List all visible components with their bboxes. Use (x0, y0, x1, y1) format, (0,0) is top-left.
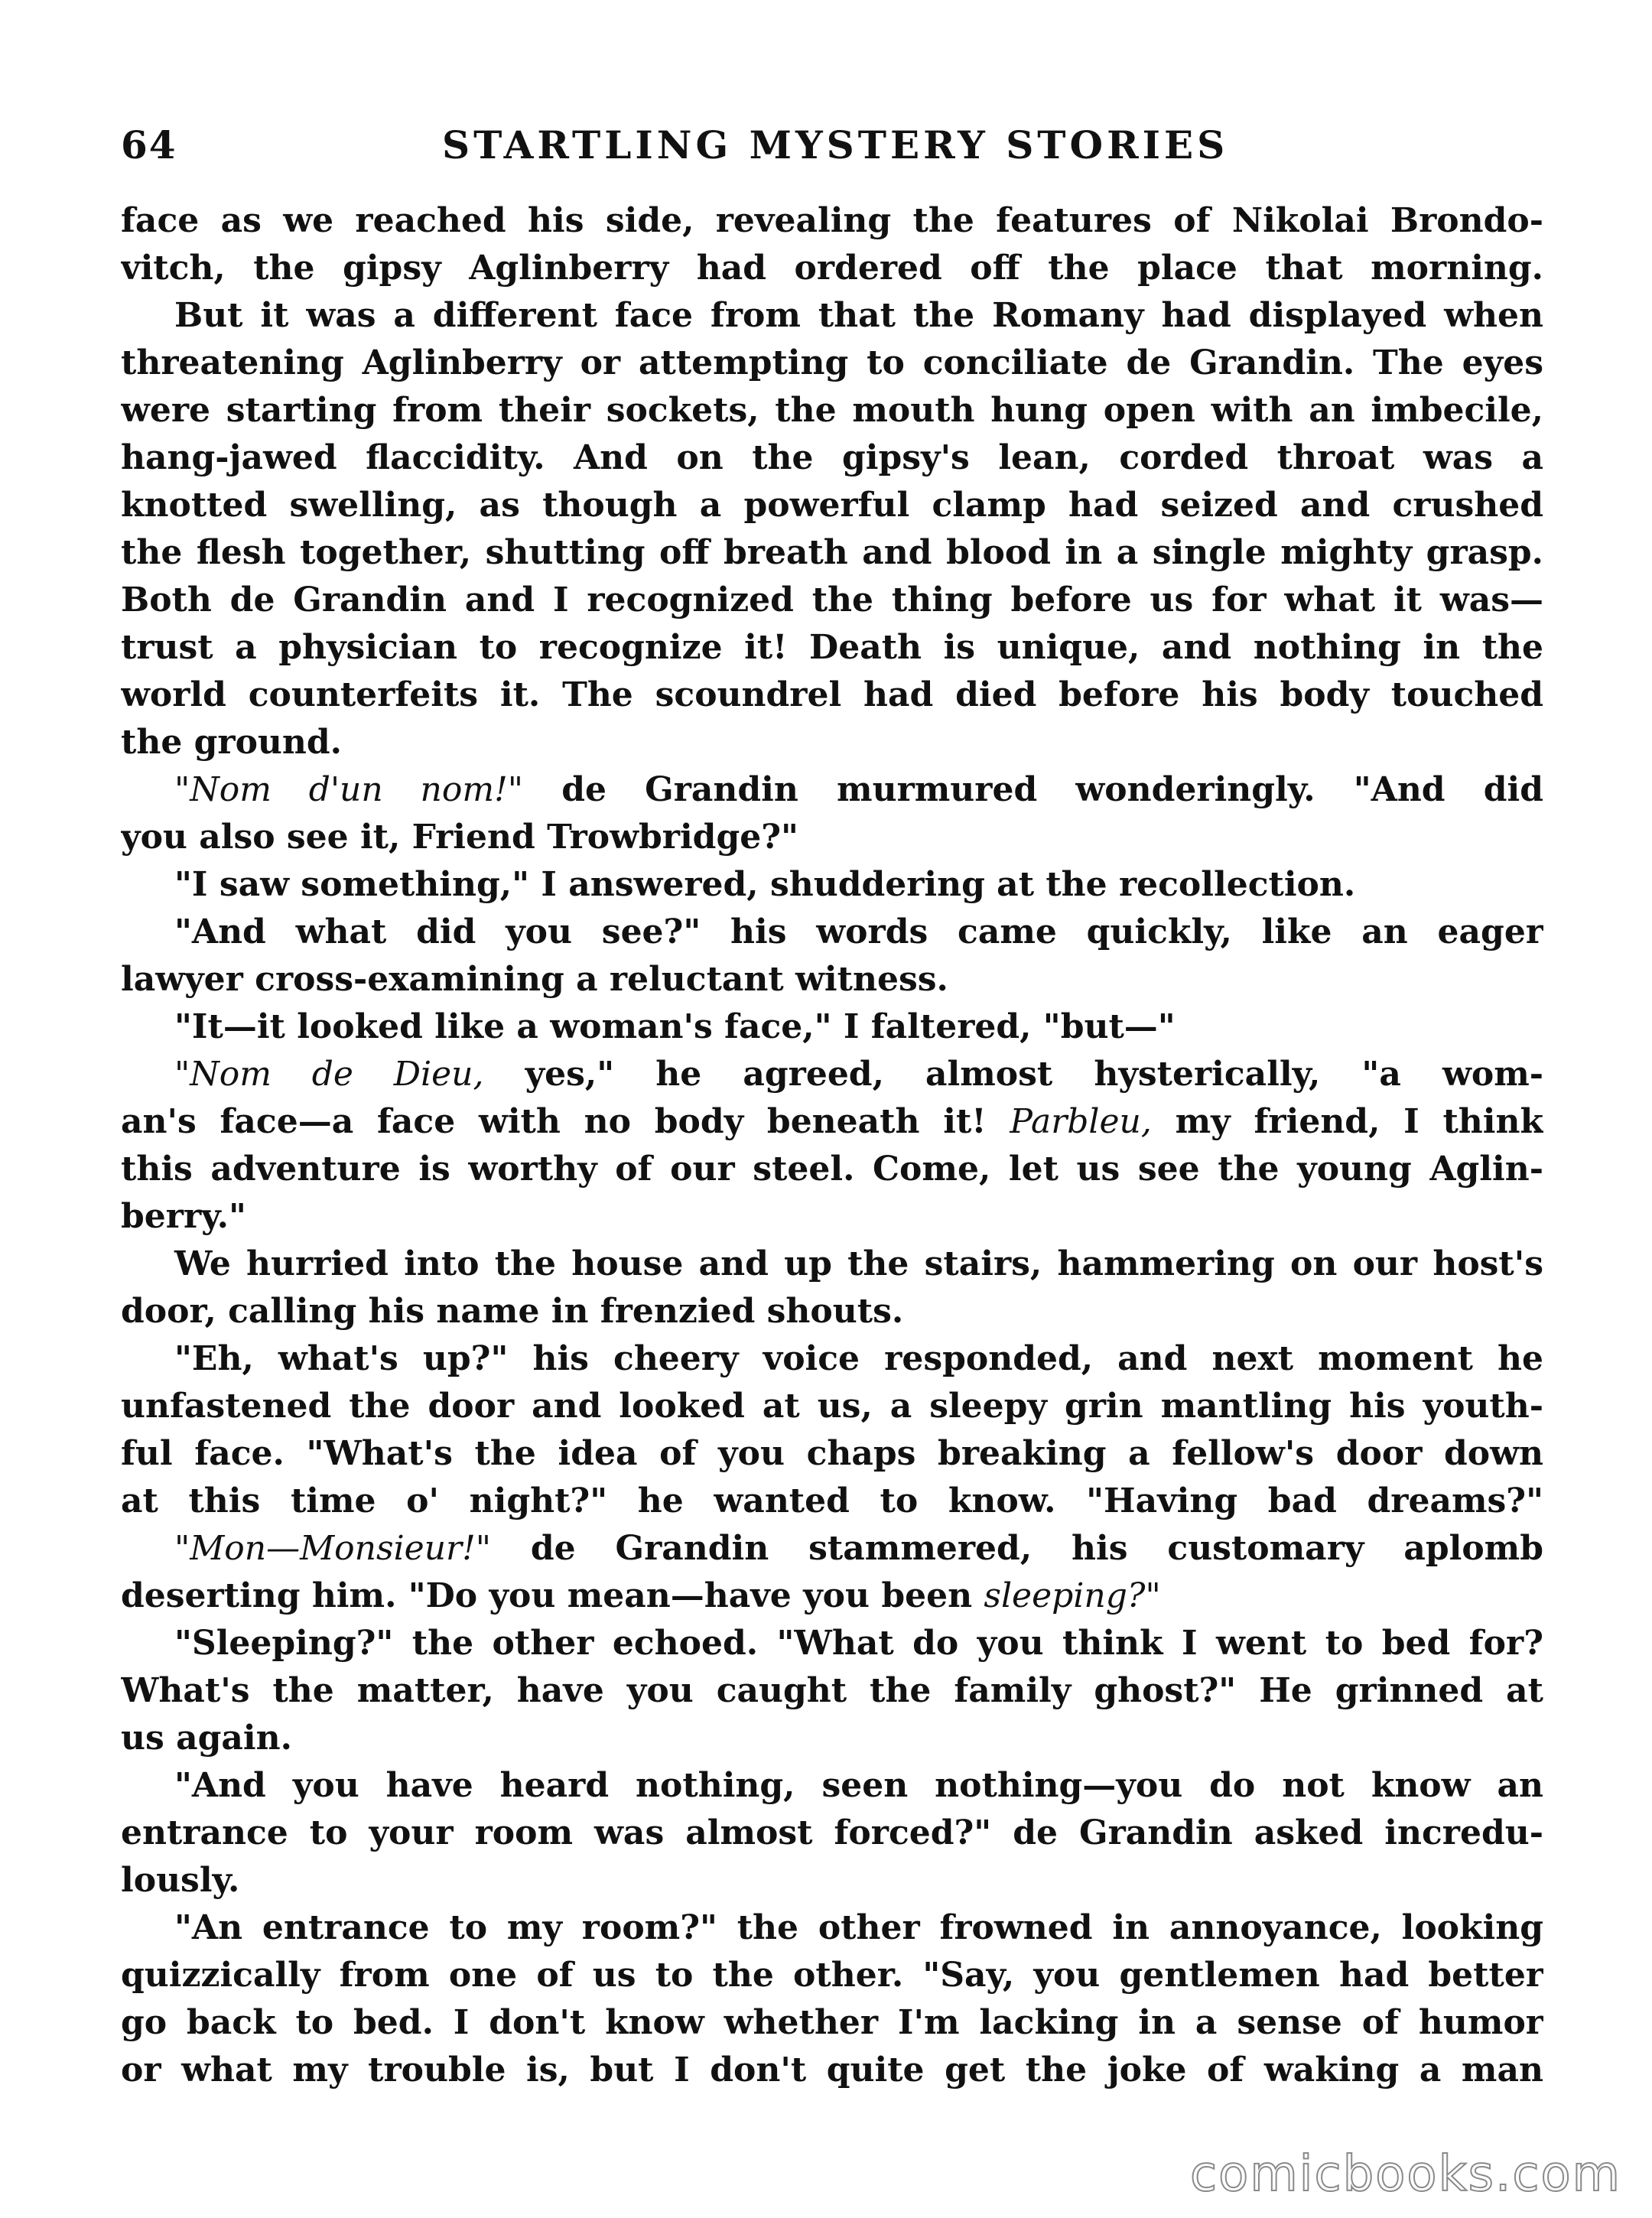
text-line (121, 1146, 1543, 1193)
text-line-segment: trust a physician to recognize it! Death is unique, and nothing in the (121, 628, 1543, 667)
text-line (121, 1003, 1543, 1051)
body-text (121, 197, 1543, 2094)
text-line (121, 1810, 1543, 1857)
text-line-segment: de Grandin murmured wonderingly. "And did (523, 770, 1543, 809)
text-line (121, 1051, 1543, 1098)
text-line (121, 387, 1543, 434)
text-line-segment: "An entrance to my room?" the other frowned in annoyance, looking (174, 1908, 1543, 1947)
text-line-segment: world counterfeits it. The scoundrel had died before his body touched (121, 675, 1543, 714)
text-line-segment: quizzically from one of us to the other. "Say, you gentlemen had better (121, 1956, 1543, 1995)
text-line (121, 1715, 1543, 1762)
text-line-segment: the ground. (121, 723, 342, 762)
text-line-segment: "And you have heard nothing, seen nothing—you do not know an (174, 1766, 1543, 1805)
text-line-segment: lawyer cross-examining a reluctant witness. (121, 960, 948, 999)
text-line (121, 1952, 1543, 1999)
text-line (121, 482, 1543, 529)
text-line (121, 340, 1543, 387)
text-line-segment: berry." (121, 1197, 246, 1236)
text-line (121, 197, 1543, 245)
italic-phrase: Parbleu, (1010, 1102, 1152, 1141)
text-line (121, 956, 1543, 1003)
italic-phrase: "Nom d'un nom!" (174, 770, 524, 809)
text-line-segment: the flesh together, shutting off breath and blood in a single mighty grasp. (121, 533, 1543, 572)
italic-phrase: sleeping?" (984, 1576, 1161, 1615)
text-line (121, 1999, 1543, 2047)
text-line (121, 577, 1543, 624)
text-line (121, 1620, 1543, 1667)
text-line (121, 245, 1543, 292)
text-line-segment: us again. (121, 1719, 292, 1758)
text-line (121, 434, 1543, 482)
text-line-segment: yes," he agreed, almost hysterically, "a wom- (483, 1055, 1543, 1094)
page-number: 64 (121, 122, 177, 167)
text-line-segment: lously. (121, 1861, 240, 1900)
text-line-segment: We hurried into the house and up the stairs, hammering on our host's (174, 1244, 1543, 1283)
text-line-segment: door, calling his name in frenzied shouts. (121, 1292, 904, 1331)
text-line (121, 1098, 1543, 1146)
text-line (121, 1857, 1543, 1904)
text-line-segment: an's face—a face with no body beneath it! (121, 1102, 1010, 1141)
text-line-segment: de Grandin stammered, his customary aplomb (490, 1529, 1543, 1568)
text-line-segment: What's the matter, have you caught the family ghost?" He grinned at (121, 1671, 1543, 1710)
text-line (121, 1193, 1543, 1241)
page-header (121, 122, 1543, 176)
text-line (121, 1667, 1543, 1715)
text-line-segment: at this time o' night?" he wanted to know. "Having bad dreams?" (121, 1481, 1543, 1520)
text-line (121, 672, 1543, 719)
text-line-segment: unfastened the door and looked at us, a sleepy grin mantling his youth- (121, 1387, 1543, 1426)
text-line-segment: were starting from their sockets, the mouth hung open with an imbecile, (121, 391, 1543, 430)
text-line (121, 529, 1543, 577)
text-line (121, 624, 1543, 672)
italic-phrase: "Nom de Dieu, (174, 1055, 484, 1094)
text-line (121, 1430, 1543, 1478)
text-line-segment: "It—it looked like a woman's face," I faltered, "but—" (174, 1007, 1176, 1046)
text-line-segment: face as we reached his side, revealing the features of Nikolai Brondo- (121, 201, 1543, 240)
text-line-segment: this adventure is worthy of our steel. Come, let us see the young Aglin- (121, 1150, 1543, 1189)
text-line-segment: entrance to your room was almost forced?" de Grandin asked incredu- (121, 1813, 1543, 1852)
text-line-segment: you also see it, Friend Trowbridge?" (121, 818, 798, 857)
text-line (121, 1572, 1543, 1620)
text-line (121, 766, 1543, 814)
text-line (121, 1762, 1543, 1810)
text-line-segment: vitch, the gipsy Aglinberry had ordered off the place that morning. (121, 249, 1543, 288)
text-line (121, 1525, 1543, 1572)
text-line-segment: "Sleeping?" the other echoed. "What do you think I went to bed for? (174, 1624, 1543, 1663)
text-line-segment: But it was a different face from that the Romany had displayed when (174, 296, 1543, 335)
text-line (121, 909, 1543, 956)
text-line-segment: ful face. "What's the idea of you chaps breaking a fellow's door down (121, 1434, 1543, 1473)
text-line (121, 1383, 1543, 1430)
text-line-segment: knotted swelling, as though a powerful clamp had seized and crushed (121, 486, 1543, 525)
text-line (121, 814, 1543, 861)
text-line (121, 1478, 1543, 1525)
watermark: comicbooks.com (1189, 2146, 1621, 2203)
text-line-segment: "And what did you see?" his words came quickly, like an eager (174, 912, 1543, 951)
text-line-segment: go back to bed. I don't know whether I'm lacking in a sense of humor (121, 2003, 1543, 2042)
text-line (121, 861, 1543, 909)
text-line-segment: my friend, I think (1151, 1102, 1543, 1141)
text-line-segment: "Eh, what's up?" his cheery voice responded, and next moment he (174, 1339, 1543, 1378)
text-line (121, 719, 1543, 766)
text-line-segment: "I saw something," I answered, shuddering at the recollection. (174, 865, 1356, 904)
text-line (121, 1904, 1543, 1952)
text-line-segment: threatening Aglinberry or attempting to conciliate de Grandin. The eyes (121, 343, 1543, 382)
text-line-segment: hang-jawed flaccidity. And on the gipsy's lean, corded throat was a (121, 438, 1543, 477)
text-line-segment: or what my trouble is, but I don't quite get the joke of waking a man (121, 2051, 1543, 2090)
text-line (121, 1241, 1543, 1288)
text-line (121, 1335, 1543, 1383)
text-line (121, 1288, 1543, 1335)
text-line (121, 292, 1543, 340)
text-line (121, 2047, 1543, 2094)
text-line-segment: deserting him. "Do you mean—have you been (121, 1576, 984, 1615)
italic-phrase: "Mon—Monsieur!" (174, 1529, 491, 1568)
running-title: STARTLING MYSTERY STORIES (442, 122, 1229, 167)
text-line-segment: Both de Grandin and I recognized the thing before us for what it was— (121, 581, 1543, 620)
